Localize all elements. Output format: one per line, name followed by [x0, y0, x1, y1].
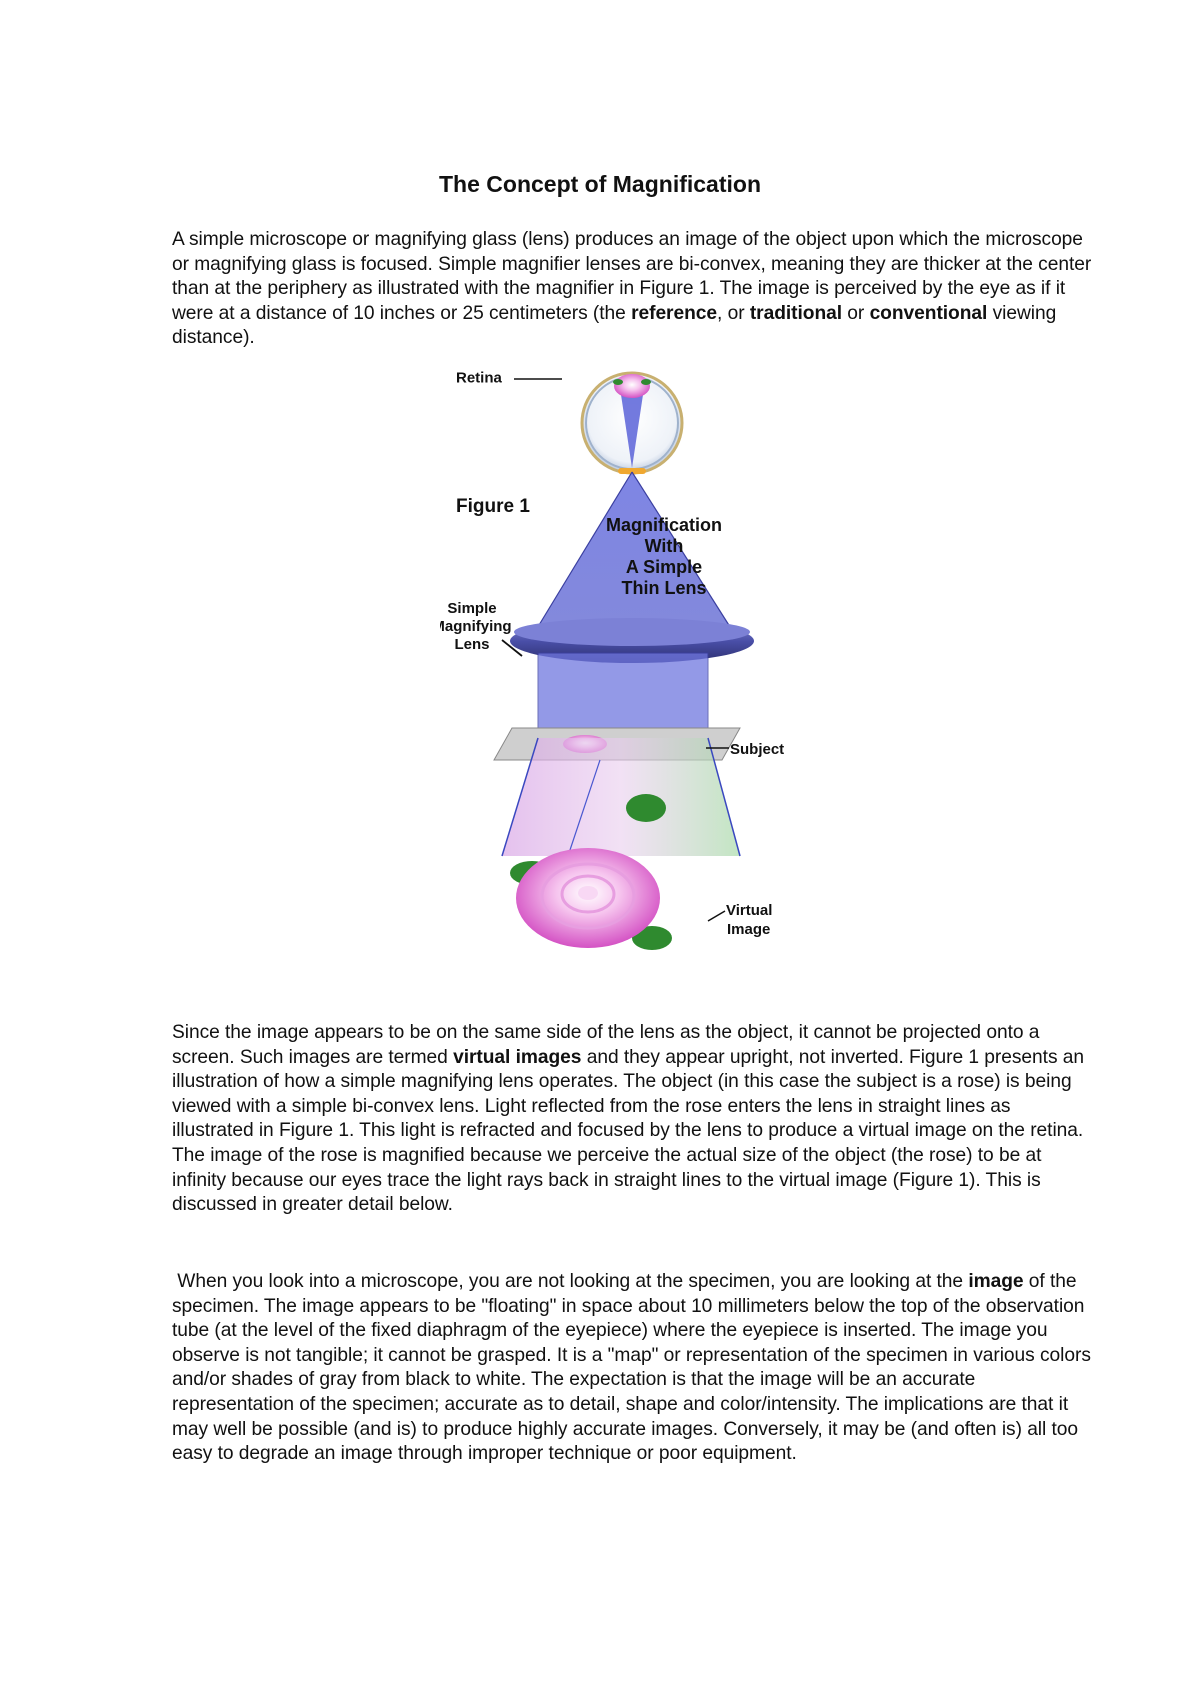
label-lens-line-1: Simple: [447, 600, 497, 617]
caption-line-1: Magnification: [606, 515, 722, 535]
bold-term-reference: reference: [631, 302, 718, 324]
text-run: Since the image appears to be on the same side of the lens as the object, it cannot be projected onto a screen. Such images are termed: [172, 1022, 1040, 1068]
lower-light-cone: [502, 738, 740, 856]
label-virtual-line-1: Virtual: [726, 902, 773, 919]
microscope-image-paragraph: [172, 1270, 1092, 1467]
label-subject: Subject: [730, 741, 785, 758]
virtual-images-paragraph: [172, 1021, 1092, 1218]
bold-term-conventional: conventional: [869, 302, 988, 324]
label-lens-line-2: Magnifying: [440, 618, 512, 635]
text-run: or: [842, 302, 870, 324]
lens-column: [538, 653, 708, 738]
text-run: of the specimen. The image appears to be "floating" in space about 10 millimeters below the top of the observation tube (at the level of the fixed diaphragm of the eyepiece) where the eyepiece is inserted. The image you observe is not tangible; it cannot be grasped. It is a "map" or representation of the specimen in various colors and/or shades of gray from black to white. The expectation is that the image will be an accurate representation of the specimen; accurate as to detail, shape and color/intensity. The implications are that it may well be possible (and is) to produce highly accurate images. Conversely, it may be (and often is) all too easy to degrade an image through improper technique or poor equipment.: [172, 1271, 1091, 1465]
bold-term-traditional: traditional: [749, 302, 843, 324]
upper-light-cone: [536, 472, 732, 630]
text-run: When you look into a microscope, you are not looking at the specimen, you are looking at the: [172, 1271, 969, 1292]
label-figure-1: Figure 1: [456, 496, 530, 517]
caption-line-3: A Simple: [625, 557, 703, 577]
bold-term-virtual-images: virtual images: [453, 1046, 582, 1068]
text-run: A simple microscope or magnifying glass (lens) produces an image of the object upon which the microscope or magnifying glass is focused. Simple magnifier lenses are bi-convex, meaning they are thicker at the center than at the periphery as illustrated with the magnifier in Figure 1. The image is perceived by the eye as if it were at a distance of 10 inches or 25 centimeters (the: [172, 229, 1092, 324]
bold-term-image: image: [968, 1271, 1024, 1292]
label-retina: Retina: [456, 369, 502, 387]
caption-line-4: Thin Lens: [621, 578, 707, 598]
page-title: The Concept of Magnification: [439, 171, 761, 197]
label-virtual-line-2: Image: [727, 921, 771, 938]
caption-line-2: With: [644, 536, 684, 556]
text-run: , or: [717, 302, 750, 324]
intro-paragraph: [172, 228, 1092, 351]
figure-1-illustration: [440, 368, 840, 1008]
text-run: and they appear upright, not inverted. Figure 1 presents an illustration of how a simple magnifying lens operates. The object (in this case the subject is a rose) is being viewed with a simple bi-convex lens. Light reflected from the rose enters the lens in straight lines as illustrated in Figure 1. This light is refracted and focused by the lens to produce a virtual image on the retina. The image of the rose is magnified because we perceive the actual size of the object (the rose) to be at infinity because our eyes trace the light rays back in straight lines to the virtual image (Figure 1). This is discussed in greater detail below.: [172, 1046, 1085, 1216]
label-lens-line-3: Lens: [454, 636, 490, 653]
text-run: viewing distance).: [172, 302, 1057, 349]
